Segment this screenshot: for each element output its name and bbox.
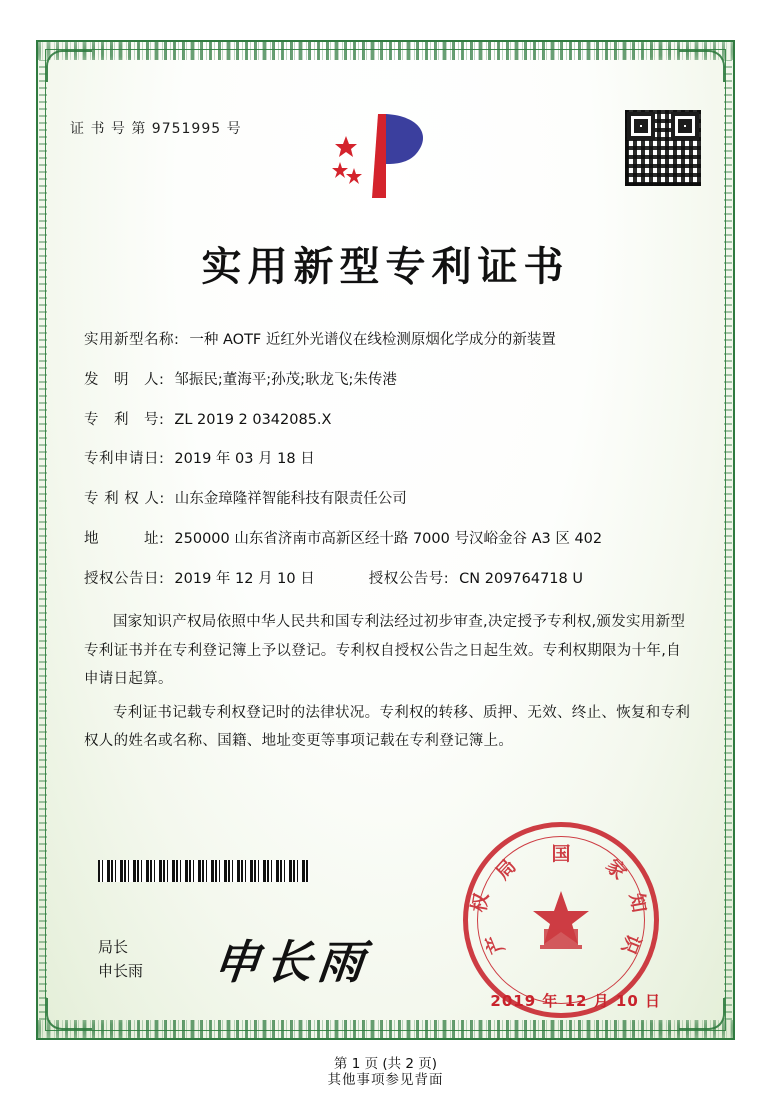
legal-paragraph-1: 国家知识产权局依照中华人民共和国专利法经过初步审查,决定授予专利权,颁发实用新型专利证书并在专利登记簿上予以登记。专利权自授权公告之日起生效。专利权期限为十年,自申请日起算。	[84, 614, 686, 687]
certificate-number: 证 书 号 第 9751995 号	[70, 121, 242, 137]
field-row-patent-number	[84, 410, 695, 432]
cnipa-emblem-icon	[316, 106, 456, 206]
handwritten-signature: 申长雨	[210, 935, 373, 989]
field-row-application-date	[84, 449, 695, 471]
seal-date: 2019 年 12 月 10 日	[490, 992, 661, 1010]
official-seal	[463, 822, 659, 1018]
field-label: 专利申请日:	[84, 451, 165, 468]
border-ornament-bottom	[38, 1020, 733, 1038]
seal-char: 权	[468, 891, 494, 915]
field-value: 2019 年 12 月 10 日	[174, 570, 315, 587]
legal-paragraph-2: 专利证书记载专利权登记时的法律状况。专利权的转移、质押、无效、终止、恢复和专利权人的姓名或名称、国籍、地址变更等事项记载在专利登记簿上。	[84, 705, 691, 750]
signature-name: 申长雨	[98, 962, 144, 980]
border-ornament-left	[39, 60, 47, 1020]
field-value: 邹振民;董海平;孙茂;耿龙飞;朱传港	[174, 371, 397, 388]
corner-ornament-bottom-left	[42, 994, 96, 1034]
border-ornament-top	[38, 42, 733, 60]
field-label: 授权公告号:	[368, 570, 450, 587]
qr-code-icon	[625, 110, 701, 186]
field-row-patentee	[84, 489, 695, 511]
field-label: 授权公告日:	[84, 570, 165, 587]
page-title: 实用新型专利证书	[201, 244, 570, 290]
field-label: 专 利 权 人:	[84, 491, 165, 507]
border-ornament-right	[724, 60, 732, 1020]
field-value: ZL 2019 2 0342085.X	[174, 411, 332, 428]
signature-block	[98, 935, 143, 983]
barcode-icon	[98, 860, 310, 882]
signature-title: 局长	[98, 938, 129, 956]
seal-char: 知	[625, 891, 651, 915]
seal-char: 国	[551, 843, 571, 865]
page-indicator: 第 1 页 (共 2 页)	[333, 1056, 438, 1072]
field-value: CN 209764718 U	[459, 570, 583, 587]
corner-ornament-top-left	[42, 46, 96, 86]
certificate-body	[36, 40, 735, 1072]
field-row-grant	[84, 569, 695, 591]
grant-date-pair	[84, 569, 315, 591]
field-value: 一种 AOTF 近红外光谱仪在线检测原烟化学成分的新装置	[189, 332, 556, 348]
field-list	[84, 330, 695, 756]
seal-char: 产	[481, 931, 510, 957]
seal-char: 局	[491, 855, 521, 884]
field-row-address	[84, 529, 695, 551]
footer-note: 其他事项参见背面	[327, 1072, 444, 1088]
corner-ornament-top-right	[675, 46, 729, 86]
seal-char: 识	[616, 931, 645, 957]
field-label: 实用新型名称:	[84, 332, 180, 348]
field-row-name	[84, 330, 695, 352]
field-value: 250000 山东省济南市高新区经十路 7000 号汉峪金谷 A3 区 402	[174, 530, 603, 547]
seal-char: 家	[601, 855, 631, 884]
field-label: 地 址:	[84, 530, 165, 547]
field-label: 发 明 人:	[84, 371, 165, 388]
grant-number-pair	[369, 569, 583, 591]
field-value: 山东金璋隆祥智能科技有限责任公司	[174, 491, 407, 507]
seal-star-icon	[526, 885, 596, 955]
field-label: 专 利 号:	[84, 411, 165, 428]
field-row-inventors	[84, 370, 695, 392]
field-value: 2019 年 03 月 18 日	[174, 451, 315, 468]
corner-ornament-bottom-right	[675, 994, 729, 1034]
